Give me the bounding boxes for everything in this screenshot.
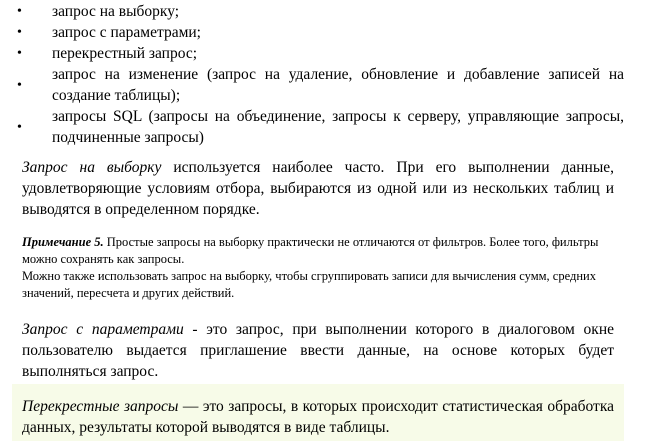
paragraph-param-query bbox=[22, 319, 614, 382]
list-item-text: запрос с параметрами; bbox=[52, 24, 201, 41]
query-types-list bbox=[0, 0, 646, 148]
note-block bbox=[22, 234, 614, 302]
list-item bbox=[0, 64, 646, 106]
list-item bbox=[0, 43, 646, 64]
paragraph-cross-text: — это запросы, в которых происходит статистическая обработка данных, результаты которой выводятся в виде таблицы. bbox=[22, 398, 614, 436]
paragraph-select-query bbox=[22, 157, 614, 220]
note-label: Примечание 5. bbox=[22, 235, 104, 249]
paragraph-cross-query bbox=[22, 396, 614, 438]
term-cross-query: Перекрестные запросы bbox=[22, 398, 179, 415]
list-item bbox=[0, 1, 646, 22]
list-item-text: перекрестный запрос; bbox=[52, 45, 198, 62]
paragraph-param-text: - это запрос, при выполнении которого в диалоговом окне пользователю выдается приглашение ввести данные, на основе которых будет выполняться запрос. bbox=[22, 321, 614, 380]
bullet-icon: • bbox=[17, 4, 22, 19]
term-select-query: Запрос на выборку bbox=[22, 159, 162, 176]
bullet-icon: • bbox=[17, 25, 22, 40]
list-item-text: запросы SQL (запросы на объединение, запросы к серверу, управляющие запросы, подчиненные запросы) bbox=[52, 108, 624, 146]
term-param-query: Запрос с параметрами bbox=[22, 321, 184, 338]
bullet-icon: • bbox=[17, 78, 22, 93]
list-item bbox=[0, 106, 646, 148]
list-item-text: запрос на изменение (запрос на удаление, обновление и добавление записей на создание таблицы); bbox=[52, 66, 624, 104]
bullet-icon: • bbox=[17, 120, 22, 135]
paragraph-select-text: используется наиболее часто. При его выполнении данные, удовлетворяющие условиям отбора, выбираются из одной или из нескольких таблиц и выводятся в определенном порядке. bbox=[22, 159, 614, 218]
note-line-1: Простые запросы на выборку практически не отличаются от фильтров. Более того, фильтры можно сохранять как запросы. bbox=[22, 235, 599, 266]
note-line-2: Можно также использовать запрос на выборку, чтобы сгруппировать записи для вычисления сумм, средних значений, пересчета и других действий. bbox=[22, 269, 596, 300]
list-item bbox=[0, 22, 646, 43]
list-item-text: запрос на выборку; bbox=[52, 3, 180, 20]
bullet-icon: • bbox=[17, 46, 22, 61]
